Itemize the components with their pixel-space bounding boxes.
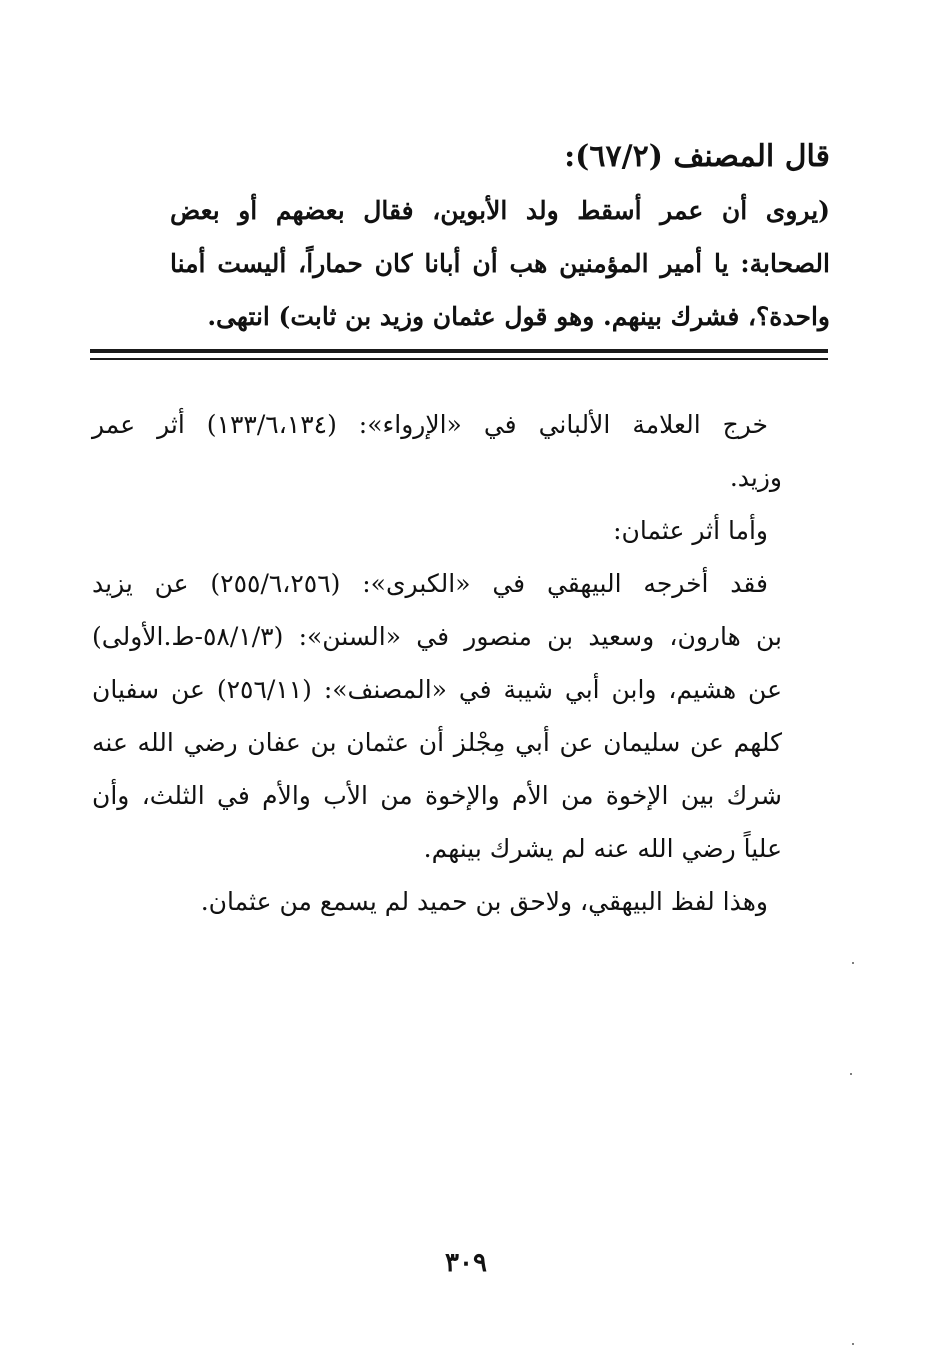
section-heading: قال المصنف (٦٧/٢): xyxy=(564,139,830,174)
body-line: شرك بين الإخوة من الأم والإخوة من الأب والأم في الثلث، وأن xyxy=(92,781,782,810)
quote-line: الصحابة: يا أمير المؤمنين هب أن أبانا كان حماراً، أليست أمنا xyxy=(170,249,830,278)
body-line: كلهم عن سليمان عن أبي مِجْلز أن عثمان بن عفان رضي الله عنه xyxy=(92,728,782,757)
body-line: فقد أخرجه البيهقي في «الكبرى»: (٢٥٥/٦،٢٥٦) عن يزيد xyxy=(92,569,768,598)
body-line: علياً رضي الله عنه لم يشرك بينهم. xyxy=(423,834,782,863)
body-line: وزيد. xyxy=(729,463,782,492)
divider-thick-line xyxy=(90,349,828,353)
quote-line: (يروى أن عمر أسقط ولد الأبوين، فقال بعضهم أو بعض xyxy=(170,196,830,225)
quoted-passage xyxy=(170,184,830,343)
quote-line: واحدة؟، فشرك بينهم. وهو قول عثمان وزيد بن ثابت) انتهى. xyxy=(207,302,830,331)
scan-speck xyxy=(852,1343,854,1345)
body-line: بن هارون، وسعيد بن منصور في «السنن»: (٥٨/١/٣-ط.الأولى) xyxy=(92,622,782,651)
body-line: خرج العلامة الألباني في «الإرواء»: (١٣٣/٦،١٣٤) أثر عمر xyxy=(92,410,769,439)
body-line: عن هشيم، وابن أبي شيبة في «المصنف»: (٢٥٦/١١) عن سفيان xyxy=(92,675,782,704)
page-number: ٣٠٩ xyxy=(445,1248,487,1278)
scan-speck xyxy=(850,1073,852,1075)
body-line: وهذا لفظ البيهقي، ولاحق بن حميد لم يسمع من عثمان. xyxy=(200,887,768,916)
scan-speck xyxy=(852,962,854,964)
double-divider-rule xyxy=(90,349,828,365)
body-line: وأما أثر عثمان: xyxy=(613,516,768,545)
commentary-text xyxy=(92,398,782,928)
divider-thin-line xyxy=(90,358,828,360)
